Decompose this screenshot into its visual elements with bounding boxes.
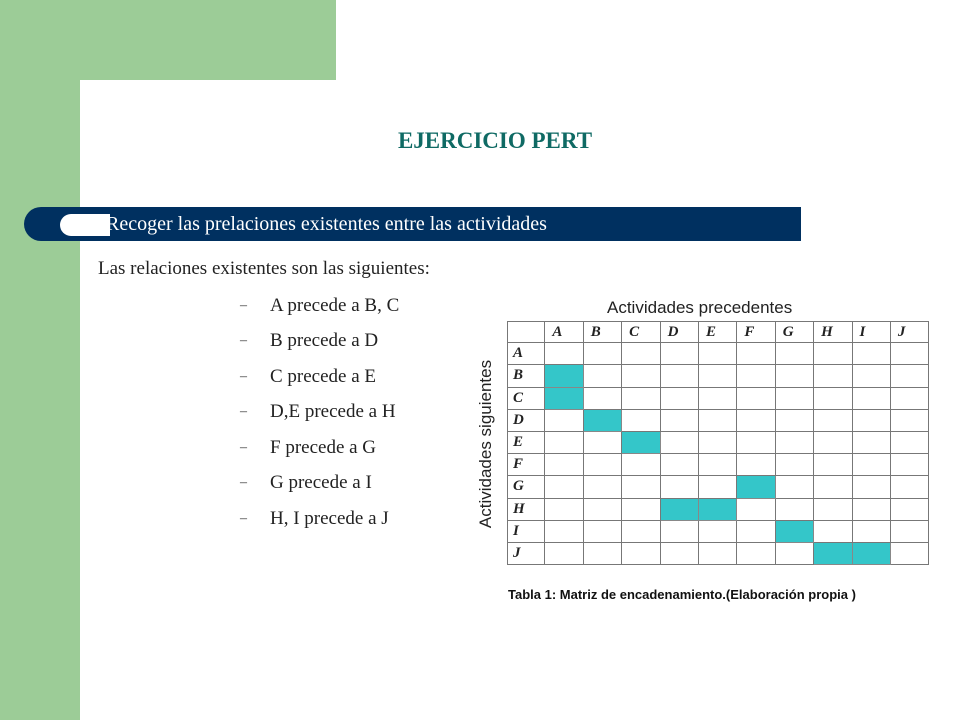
- matrix-cell: [737, 542, 775, 564]
- list-dash: –: [240, 475, 247, 491]
- matrix-cell: [852, 454, 890, 476]
- matrix-cell: [814, 498, 852, 520]
- matrix-row: [508, 365, 929, 387]
- matrix-column-header: D: [660, 322, 698, 343]
- matrix-cell-filled: [583, 409, 621, 431]
- relation-item: [240, 501, 399, 537]
- relation-item: [240, 430, 399, 466]
- matrix-row: [508, 431, 929, 453]
- relation-text: B precede a D: [270, 330, 379, 352]
- matrix-row-header: F: [508, 454, 545, 476]
- matrix-cell-filled: [545, 365, 583, 387]
- matrix-cell: [622, 343, 660, 365]
- matrix-cell: [775, 387, 813, 409]
- list-dash: –: [240, 368, 247, 384]
- relation-item: [240, 359, 399, 395]
- list-dash: –: [240, 404, 247, 420]
- matrix-cell: [775, 365, 813, 387]
- matrix-cell: [737, 343, 775, 365]
- matrix-row-header: I: [508, 520, 545, 542]
- matrix-cell: [698, 431, 736, 453]
- matrix-cell: [775, 454, 813, 476]
- matrix-row-header: G: [508, 476, 545, 498]
- matrix-cell: [814, 365, 852, 387]
- matrix-cell: [737, 387, 775, 409]
- matrix-cell: [698, 454, 736, 476]
- left-green-band: [0, 0, 80, 720]
- matrix-cell: [545, 498, 583, 520]
- matrix-cell: [737, 498, 775, 520]
- matrix-cell: [814, 476, 852, 498]
- matrix-cell: [852, 409, 890, 431]
- matrix-cell: [775, 409, 813, 431]
- matrix-cell: [775, 431, 813, 453]
- banner-text: Recoger las prelaciones existentes entre las actividades: [106, 213, 547, 235]
- matrix-cell: [890, 454, 928, 476]
- relation-text: C precede a E: [270, 365, 377, 387]
- matrix-cell: [583, 476, 621, 498]
- matrix-cell: [583, 520, 621, 542]
- matrix-row-header: A: [508, 343, 545, 365]
- matrix-cell: [775, 343, 813, 365]
- list-dash: –: [240, 297, 247, 313]
- matrix-cell: [698, 387, 736, 409]
- relation-text: G precede a I: [270, 472, 372, 494]
- matrix-cell: [890, 520, 928, 542]
- matrix-cell-filled: [545, 387, 583, 409]
- matrix-cell: [660, 365, 698, 387]
- matrix-row: [508, 476, 929, 498]
- matrix-cell: [890, 542, 928, 564]
- matrix-cell: [583, 343, 621, 365]
- top-green-band: [80, 0, 336, 80]
- matrix-row-header: B: [508, 365, 545, 387]
- matrix-cell-filled: [660, 498, 698, 520]
- matrix-cell: [852, 498, 890, 520]
- matrix-cell: [814, 387, 852, 409]
- matrix-cell: [814, 454, 852, 476]
- matrix-cell: [545, 542, 583, 564]
- matrix-cell: [890, 498, 928, 520]
- matrix-cell: [660, 476, 698, 498]
- banner-notch: [60, 214, 110, 236]
- matrix-cell: [737, 520, 775, 542]
- intro-text: Las relaciones existentes son las siguientes:: [98, 258, 430, 279]
- matrix-row-header: E: [508, 431, 545, 453]
- matrix-row: [508, 343, 929, 365]
- matrix-cell-filled: [698, 498, 736, 520]
- matrix-cell: [775, 542, 813, 564]
- matrix-column-header: J: [890, 322, 928, 343]
- section-banner: [24, 207, 801, 241]
- matrix-cell: [545, 520, 583, 542]
- matrix-cell: [698, 365, 736, 387]
- matrix-cell: [775, 498, 813, 520]
- matrix-cell: [737, 409, 775, 431]
- matrix-column-header: C: [622, 322, 660, 343]
- matrix-cell: [737, 454, 775, 476]
- matrix-cell: [698, 520, 736, 542]
- matrix-row-header: D: [508, 409, 545, 431]
- matrix-cell: [660, 520, 698, 542]
- matrix-cell: [622, 454, 660, 476]
- matrix-cell: [583, 365, 621, 387]
- relation-item: [240, 324, 399, 360]
- matrix-cell-filled: [737, 476, 775, 498]
- matrix-cell: [622, 498, 660, 520]
- matrix-cell: [737, 431, 775, 453]
- matrix-row-header: C: [508, 387, 545, 409]
- matrix-cell: [622, 542, 660, 564]
- matrix-cell: [890, 476, 928, 498]
- matrix-cell: [814, 431, 852, 453]
- matrix-cell: [890, 409, 928, 431]
- matrix-cell: [622, 387, 660, 409]
- matrix-cell: [545, 431, 583, 453]
- list-dash: –: [240, 510, 247, 526]
- matrix-row: [508, 454, 929, 476]
- matrix-cell: [622, 409, 660, 431]
- matrix-column-header: B: [583, 322, 621, 343]
- relation-text: F precede a G: [270, 436, 377, 458]
- matrix-column-header: F: [737, 322, 775, 343]
- matrix-cell: [814, 520, 852, 542]
- matrix-row: [508, 542, 929, 564]
- matrix-cell: [698, 343, 736, 365]
- matrix-cell: [698, 409, 736, 431]
- relation-item: [240, 466, 399, 502]
- matrix-column-title: Actividades precedentes: [607, 298, 793, 317]
- matrix-cell: [545, 409, 583, 431]
- matrix-cell: [814, 409, 852, 431]
- matrix-cell: [852, 476, 890, 498]
- matrix-row: [508, 520, 929, 542]
- matrix-caption: Tabla 1: Matriz de encadenamiento.(Elaboración propia ): [508, 587, 856, 602]
- matrix-cell: [890, 365, 928, 387]
- matrix-cell: [852, 431, 890, 453]
- matrix-cell: [660, 431, 698, 453]
- matrix-column-header: A: [545, 322, 583, 343]
- matrix-cell: [660, 454, 698, 476]
- matrix-cell: [660, 387, 698, 409]
- matrix-cell: [890, 343, 928, 365]
- matrix-cell: [583, 498, 621, 520]
- matrix-cell: [852, 343, 890, 365]
- matrix-cell-filled: [852, 542, 890, 564]
- matrix-row: [508, 498, 929, 520]
- matrix-cell-filled: [775, 520, 813, 542]
- relation-text: A precede a B, C: [270, 294, 400, 316]
- matrix-cell-filled: [814, 542, 852, 564]
- relation-text: D,E precede a H: [270, 401, 396, 423]
- matrix-cell: [737, 365, 775, 387]
- matrix-cell: [545, 476, 583, 498]
- matrix-row-header: J: [508, 542, 545, 564]
- precedence-matrix: [507, 321, 929, 565]
- matrix-cell: [660, 542, 698, 564]
- matrix-cell: [890, 431, 928, 453]
- list-dash: –: [240, 439, 247, 455]
- matrix-cell: [545, 343, 583, 365]
- matrix-cell: [852, 520, 890, 542]
- matrix-cell: [583, 454, 621, 476]
- matrix-row: [508, 387, 929, 409]
- matrix-cell: [852, 365, 890, 387]
- relation-text: H, I precede a J: [270, 507, 389, 529]
- matrix-cell: [852, 387, 890, 409]
- matrix-cell: [698, 476, 736, 498]
- matrix-row-header: H: [508, 498, 545, 520]
- matrix-corner-cell: [508, 322, 545, 343]
- matrix-cell: [775, 476, 813, 498]
- matrix-cell: [622, 365, 660, 387]
- matrix-cell: [583, 431, 621, 453]
- matrix-column-header: I: [852, 322, 890, 343]
- relations-list: [240, 288, 399, 537]
- matrix-cell: [583, 542, 621, 564]
- matrix-cell: [545, 454, 583, 476]
- matrix-column-header: E: [698, 322, 736, 343]
- matrix-column-header: H: [814, 322, 852, 343]
- list-dash: –: [240, 333, 247, 349]
- matrix-cell: [698, 542, 736, 564]
- matrix-row-title: Actividades siguientes: [476, 359, 495, 529]
- matrix-cell: [622, 520, 660, 542]
- page-title: EJERCICIO PERT: [397, 128, 593, 153]
- precedence-matrix-figure: [474, 296, 938, 608]
- matrix-cell: [814, 343, 852, 365]
- matrix-header-row: [508, 322, 929, 343]
- relation-item: [240, 288, 399, 324]
- matrix-cell: [583, 387, 621, 409]
- relation-item: [240, 395, 399, 431]
- matrix-cell-filled: [622, 431, 660, 453]
- matrix-row: [508, 409, 929, 431]
- matrix-column-header: G: [775, 322, 813, 343]
- matrix-cell: [622, 476, 660, 498]
- matrix-cell: [890, 387, 928, 409]
- matrix-cell: [660, 409, 698, 431]
- matrix-cell: [660, 343, 698, 365]
